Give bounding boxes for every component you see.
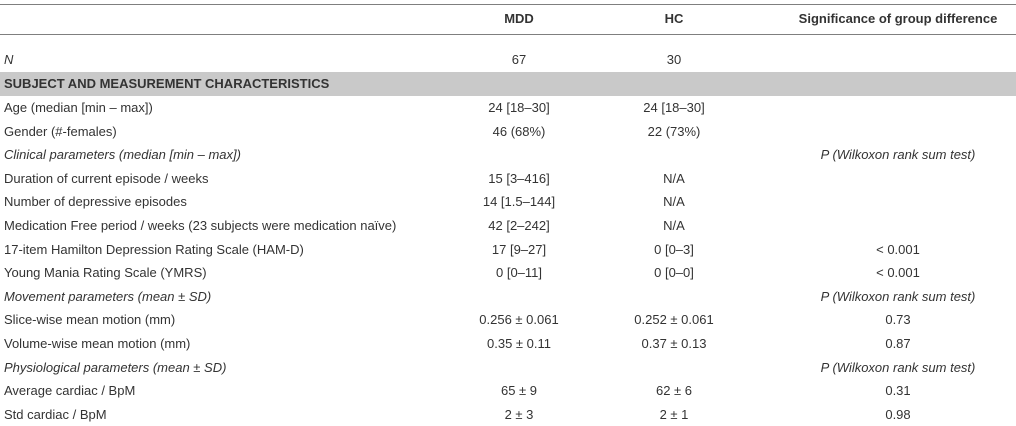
row-label: Slice-wise mean motion (mm) <box>4 312 176 328</box>
row-hc-value <box>574 143 774 167</box>
row-mdd-value: 2 ± 3 <box>504 406 534 422</box>
table-row <box>0 261 1016 285</box>
row-hc-value <box>574 285 774 309</box>
row-hc-value: 0.37 ± 0.13 <box>641 336 707 351</box>
section-title: SUBJECT AND MEASUREMENT CHARACTERISTICS <box>4 76 330 91</box>
header-hc: HC <box>664 11 684 26</box>
table-row <box>0 214 1016 238</box>
header-rule <box>0 34 1016 35</box>
table-row <box>0 167 1016 191</box>
table-row <box>0 96 1016 120</box>
row-label: Physiological parameters (mean ± SD) <box>4 359 227 375</box>
row-hc-value: N/A <box>663 170 685 186</box>
row-significance-value: 0.87 <box>885 336 911 351</box>
n-row <box>0 48 1016 72</box>
header-significance: Significance of group difference <box>798 11 998 26</box>
row-label: 17-item Hamilton Depression Rating Scale (HAM-D) <box>4 241 304 257</box>
row-mdd-value: 15 [3–416] <box>488 170 550 186</box>
row-mdd-value: 0.35 ± 0.11 <box>487 336 551 351</box>
n-hc: 30 <box>666 52 682 67</box>
row-label: Age (median [min – max]) <box>4 100 153 115</box>
row-significance-value <box>783 167 1013 191</box>
table-row <box>0 308 1016 332</box>
row-hc-value: 0 [0–0] <box>654 265 694 281</box>
row-label: Average cardiac / BpM <box>4 383 136 399</box>
header-mdd: MDD <box>504 11 534 26</box>
table-row <box>0 120 1016 144</box>
table-row <box>0 190 1016 214</box>
table-row <box>0 403 1016 426</box>
row-significance-value: P (Wilkoxon rank sum test) <box>820 288 976 304</box>
row-mdd-value: 0 [0–11] <box>495 265 543 281</box>
row-significance-value <box>783 120 1013 144</box>
top-rule <box>0 4 1016 5</box>
row-hc-value <box>574 356 774 380</box>
row-mdd-value: 42 [2–242] <box>488 218 550 233</box>
table-row <box>0 332 1016 356</box>
row-label: Gender (#-females) <box>4 123 117 139</box>
row-hc-value: 22 (73%) <box>647 123 701 139</box>
row-mdd-value: 17 [9–27] <box>491 241 547 257</box>
row-label: Duration of current episode / weeks <box>4 170 209 186</box>
row-hc-value: 0 [0–3] <box>654 241 694 257</box>
row-label: Clinical parameters (median [min – max]) <box>4 147 241 163</box>
n-mdd: 67 <box>511 52 527 67</box>
row-label: Young Mania Rating Scale (YMRS) <box>4 265 207 281</box>
row-mdd-value: 65 ± 9 <box>500 383 538 399</box>
row-mdd-value: 24 [18–30] <box>488 100 550 115</box>
table-row <box>0 356 1016 380</box>
row-mdd-value: 14 [1.5–144] <box>482 194 556 210</box>
row-hc-value: 24 [18–30] <box>643 100 705 115</box>
row-significance-value: P (Wilkoxon rank sum test) <box>820 147 976 163</box>
row-significance-value <box>783 190 1013 214</box>
row-mdd-value: 46 (68%) <box>492 123 546 139</box>
row-hc-value: N/A <box>663 194 685 210</box>
row-significance-value <box>783 96 1013 120</box>
row-hc-value: 2 ± 1 <box>659 406 689 422</box>
table-row <box>0 238 1016 262</box>
row-significance-value: < 0.001 <box>876 241 920 257</box>
row-significance-value: 0.98 <box>885 406 911 422</box>
row-label: Number of depressive episodes <box>4 194 187 210</box>
row-significance-value: P (Wilkoxon rank sum test) <box>820 359 976 375</box>
row-hc-value: 62 ± 6 <box>655 383 693 399</box>
n-significance <box>783 48 1013 72</box>
table-row <box>0 143 1016 167</box>
row-label: Medication Free period / weeks (23 subjects were medication naïve) <box>4 218 397 233</box>
header-row <box>0 7 1016 31</box>
row-hc-value: N/A <box>663 218 685 233</box>
n-label: N <box>4 52 14 67</box>
row-label: Movement parameters (mean ± SD) <box>4 288 212 304</box>
row-label: Volume-wise mean motion (mm) <box>4 336 191 351</box>
row-significance-value: 0.31 <box>885 383 911 399</box>
row-significance-value: < 0.001 <box>876 265 920 281</box>
table-row <box>0 285 1016 309</box>
row-significance-value <box>783 214 1013 238</box>
row-mdd-value: 0.256 ± 0.061 <box>479 312 559 328</box>
row-significance-value: 0.73 <box>885 312 911 328</box>
row-hc-value: 0.252 ± 0.061 <box>634 312 714 328</box>
section-header-row <box>0 72 1016 96</box>
table-row <box>0 379 1016 403</box>
row-label: Std cardiac / BpM <box>4 406 107 422</box>
